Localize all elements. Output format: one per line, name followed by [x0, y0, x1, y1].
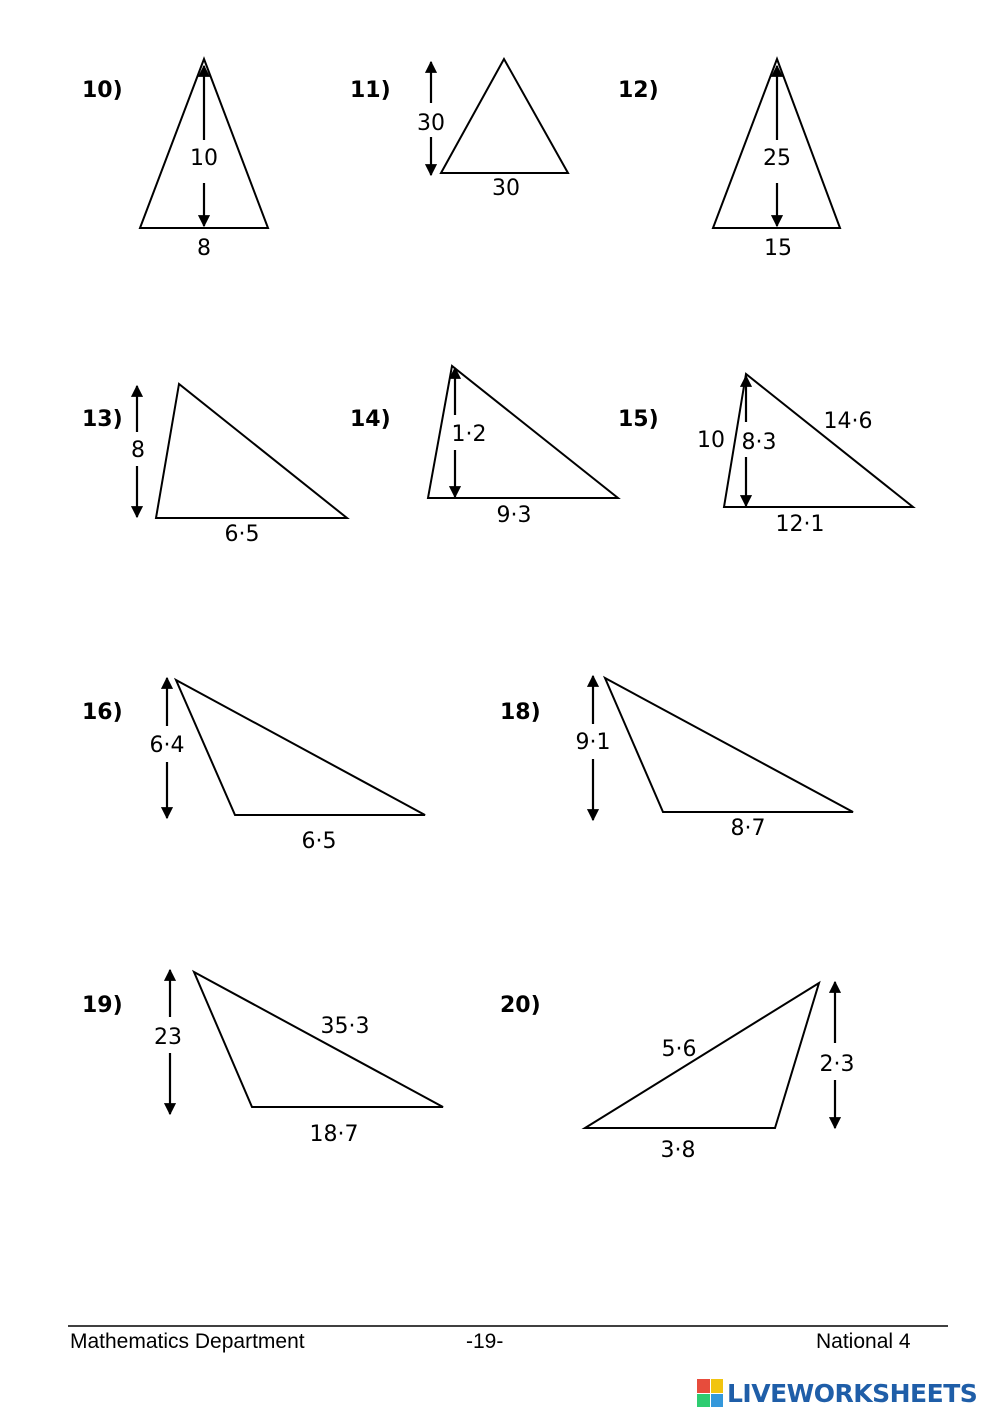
question-11 [350, 59, 568, 201]
height-label: 30 [417, 111, 445, 136]
triangle [441, 59, 568, 173]
height-label: 6·4 [149, 733, 185, 758]
footer-page-number: -19- [466, 1330, 504, 1353]
base-label: 6·5 [301, 829, 337, 854]
base-label: 30 [492, 176, 520, 201]
question-13 [82, 384, 347, 547]
base-label: 8 [197, 236, 211, 261]
slant-label: 35·3 [320, 1014, 370, 1039]
base-label: 18·7 [309, 1122, 359, 1147]
brand-name: LIVEWORKSHEETS [727, 1378, 978, 1408]
question-14 [350, 366, 618, 528]
base-label: 3·8 [660, 1138, 696, 1163]
question-number: 14) [350, 407, 391, 432]
height-label: 1·2 [451, 422, 487, 447]
question-number: 19) [82, 993, 123, 1018]
question-number: 13) [82, 407, 123, 432]
question-18 [500, 676, 853, 841]
question-number: 16) [82, 700, 123, 725]
obtuse-triangle [605, 678, 853, 812]
liveworksheets-brand[interactable] [697, 1376, 977, 1410]
question-number: 15) [618, 407, 659, 432]
question-20 [500, 982, 855, 1163]
question-15 [618, 374, 913, 537]
base-label: 9·3 [496, 503, 532, 528]
obtuse-triangle [156, 384, 347, 518]
question-16 [82, 678, 425, 854]
height-label: 8 [131, 438, 145, 463]
base-label: 12·1 [775, 512, 825, 537]
height-label: 8·3 [741, 430, 777, 455]
height-label: 10 [190, 146, 218, 171]
question-number: 10) [82, 78, 123, 103]
obtuse-triangle [176, 680, 425, 815]
question-number: 20) [500, 993, 541, 1018]
slant-label: 5·6 [661, 1037, 697, 1062]
height-label: 2·3 [819, 1052, 855, 1077]
question-number: 12) [618, 78, 659, 103]
height-label: 23 [154, 1025, 182, 1050]
liveworksheets-logo-icon [697, 1379, 723, 1407]
base-label: 8·7 [730, 816, 766, 841]
footer-department: Mathematics Department [70, 1330, 305, 1353]
question-19 [82, 970, 443, 1147]
question-12 [618, 59, 840, 261]
base-label: 6·5 [224, 522, 260, 547]
hypotenuse-label: 14·6 [823, 409, 873, 434]
base-label: 15 [764, 236, 792, 261]
question-number: 18) [500, 700, 541, 725]
obtuse-triangle [585, 983, 819, 1128]
height-label: 25 [763, 146, 791, 171]
side-label: 10 [697, 428, 725, 453]
footer-course: National 4 [816, 1330, 911, 1353]
question-10 [82, 59, 268, 261]
height-label: 9·1 [575, 730, 611, 755]
question-number: 11) [350, 78, 391, 103]
obtuse-triangle [194, 972, 443, 1107]
